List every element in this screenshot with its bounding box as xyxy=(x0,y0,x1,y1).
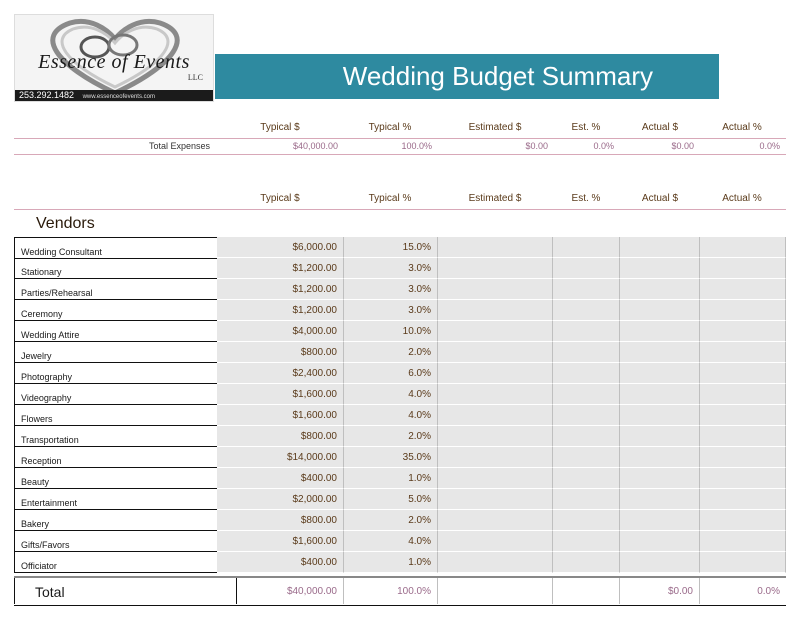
vendor-actual-pct-cell[interactable] xyxy=(700,531,786,552)
vendor-name-cell[interactable]: Officiator xyxy=(14,552,223,573)
vendor-name-cell[interactable]: Wedding Attire xyxy=(14,321,223,342)
vendor-name-cell[interactable]: Entertainment xyxy=(14,489,223,510)
vendor-name-cell[interactable]: Videography xyxy=(14,384,223,405)
vendor-actual-dollar-cell[interactable] xyxy=(620,237,700,258)
vendor-typical-dollar-cell[interactable]: $2,000.00 xyxy=(217,489,344,510)
vendor-typical-pct-cell[interactable]: 3.0% xyxy=(344,258,438,279)
vendor-typical-pct-cell[interactable]: 15.0% xyxy=(344,237,438,258)
vendor-name-cell[interactable]: Reception xyxy=(14,447,223,468)
vendor-name-cell[interactable]: Flowers xyxy=(14,405,223,426)
vendor-typical-dollar-cell[interactable]: $1,600.00 xyxy=(217,405,344,426)
vendor-actual-dollar-cell[interactable] xyxy=(620,363,700,384)
vendor-actual-pct-cell[interactable] xyxy=(700,489,786,510)
summary-typical-dollar: $40,000.00 xyxy=(292,141,338,151)
vendor-est-pct-cell[interactable] xyxy=(553,489,620,510)
vendor-actual-pct-cell[interactable] xyxy=(700,342,786,363)
vendor-typical-pct-cell[interactable]: 2.0% xyxy=(344,342,438,363)
vendor-est-pct-cell[interactable] xyxy=(553,468,620,489)
vendor-actual-dollar-cell[interactable] xyxy=(620,300,700,321)
total-actual-dollar[interactable]: $0.00 xyxy=(620,578,700,604)
vendor-typical-dollar-cell[interactable]: $400.00 xyxy=(217,468,344,489)
vendor-typical-pct-cell[interactable]: 6.0% xyxy=(344,363,438,384)
vendor-actual-pct-cell[interactable] xyxy=(700,237,786,258)
vendor-name-cell[interactable]: Stationary xyxy=(14,258,223,279)
vendor-est-pct-cell[interactable] xyxy=(553,363,620,384)
vendor-typical-dollar-cell[interactable]: $1,200.00 xyxy=(217,258,344,279)
vendor-estimated-dollar-cell[interactable] xyxy=(438,363,553,384)
table-row xyxy=(14,447,786,468)
summary-column-headers xyxy=(0,122,800,136)
total-expenses-label: Total Expenses xyxy=(148,141,210,151)
vendor-actual-pct-cell[interactable] xyxy=(700,279,786,300)
vendor-actual-dollar-cell[interactable] xyxy=(620,447,700,468)
vendor-col-header-est-pct: Est. % xyxy=(571,193,601,204)
vendor-actual-dollar-cell[interactable] xyxy=(620,531,700,552)
vendor-typical-pct-cell[interactable]: 1.0% xyxy=(344,552,438,573)
summary-estimated-dollar: $0.00 xyxy=(525,141,548,151)
vendor-actual-pct-cell[interactable] xyxy=(700,405,786,426)
vendor-est-pct-cell[interactable] xyxy=(553,405,620,426)
vendor-column-headers xyxy=(0,193,800,209)
vendor-actual-pct-cell[interactable] xyxy=(700,510,786,531)
total-row xyxy=(14,576,786,606)
vendor-typical-dollar-cell[interactable]: $800.00 xyxy=(217,342,344,363)
vendor-col-header-estimated-dollar: Estimated $ xyxy=(468,193,522,204)
col-header-est-pct: Est. % xyxy=(571,122,601,133)
vendor-actual-dollar-cell[interactable] xyxy=(620,279,700,300)
table-row xyxy=(14,510,786,531)
company-logo xyxy=(14,14,214,102)
summary-actual-pct: 0.0% xyxy=(759,141,780,151)
vendor-actual-dollar-cell[interactable] xyxy=(620,384,700,405)
vendor-est-pct-cell[interactable] xyxy=(553,510,620,531)
vendor-estimated-dollar-cell[interactable] xyxy=(438,426,553,447)
table-row xyxy=(14,384,786,405)
vendor-typical-pct-cell[interactable]: 2.0% xyxy=(344,426,438,447)
table-row xyxy=(14,468,786,489)
vendor-estimated-dollar-cell[interactable] xyxy=(438,468,553,489)
vendor-col-header-actual-pct: Actual % xyxy=(722,193,762,204)
vendor-estimated-dollar-cell[interactable] xyxy=(438,384,553,405)
vendor-typical-dollar-cell[interactable]: $1,600.00 xyxy=(217,384,344,405)
logo-company-name: Essence of Events xyxy=(38,51,190,73)
table-row xyxy=(14,258,786,279)
total-typical-pct[interactable]: 100.0% xyxy=(344,578,438,604)
vendor-typical-pct-cell[interactable]: 3.0% xyxy=(344,300,438,321)
vendor-name-cell[interactable]: Beauty xyxy=(14,468,223,489)
logo-website: www.essenceofevents.com xyxy=(82,94,155,100)
table-row xyxy=(14,363,786,384)
vendor-typical-pct-cell[interactable]: 1.0% xyxy=(344,468,438,489)
vendor-est-pct-cell[interactable] xyxy=(553,237,620,258)
summary-actual-dollar: $0.00 xyxy=(671,141,694,151)
vendor-actual-pct-cell[interactable] xyxy=(700,426,786,447)
total-label: Total xyxy=(14,578,237,604)
vendor-est-pct-cell[interactable] xyxy=(553,279,620,300)
vendor-typical-dollar-cell[interactable]: $2,400.00 xyxy=(217,363,344,384)
vendor-name-cell[interactable]: Jewelry xyxy=(14,342,223,363)
total-estimated-dollar[interactable] xyxy=(438,578,553,604)
vendor-typical-dollar-cell[interactable]: $1,600.00 xyxy=(217,531,344,552)
vendor-name-cell[interactable]: Transportation xyxy=(14,426,223,447)
vendor-actual-dollar-cell[interactable] xyxy=(620,510,700,531)
total-typical-dollar[interactable]: $40,000.00 xyxy=(217,578,344,604)
vendor-actual-dollar-cell[interactable] xyxy=(620,342,700,363)
col-header-actual-pct: Actual % xyxy=(722,122,762,133)
vendor-estimated-dollar-cell[interactable] xyxy=(438,510,553,531)
vendor-typical-dollar-cell[interactable]: $400.00 xyxy=(217,552,344,573)
vendor-typical-pct-cell[interactable]: 4.0% xyxy=(344,405,438,426)
logo-phone: 253.292.1482 xyxy=(19,90,75,100)
vendor-col-header-actual-dollar: Actual $ xyxy=(641,193,679,204)
vendor-typical-dollar-cell[interactable]: $1,200.00 xyxy=(217,279,344,300)
vendor-typical-dollar-cell[interactable]: $6,000.00 xyxy=(217,237,344,258)
vendor-actual-pct-cell[interactable] xyxy=(700,363,786,384)
vendor-est-pct-cell[interactable] xyxy=(553,300,620,321)
header-divider xyxy=(14,209,786,210)
table-row xyxy=(14,489,786,510)
table-row xyxy=(14,552,786,573)
vendor-typical-pct-cell[interactable]: 2.0% xyxy=(344,510,438,531)
vendor-typical-dollar-cell[interactable]: $4,000.00 xyxy=(217,321,344,342)
vendor-est-pct-cell[interactable] xyxy=(553,258,620,279)
table-row xyxy=(14,426,786,447)
vendor-actual-dollar-cell[interactable] xyxy=(620,489,700,510)
vendor-est-pct-cell[interactable] xyxy=(553,552,620,573)
col-header-actual-dollar: Actual $ xyxy=(641,122,679,133)
vendor-actual-dollar-cell[interactable] xyxy=(620,426,700,447)
vendor-estimated-dollar-cell[interactable] xyxy=(438,552,553,573)
vendor-actual-pct-cell[interactable] xyxy=(700,258,786,279)
vendor-typical-dollar-cell[interactable]: $14,000.00 xyxy=(217,447,344,468)
vendor-actual-pct-cell[interactable] xyxy=(700,321,786,342)
summary-est-pct: 0.0% xyxy=(593,141,614,151)
vendor-actual-pct-cell[interactable] xyxy=(700,384,786,405)
vendor-actual-dollar-cell[interactable] xyxy=(620,468,700,489)
vendor-name-cell[interactable]: Wedding Consultant xyxy=(14,237,223,259)
col-header-estimated-dollar: Estimated $ xyxy=(468,122,522,133)
vendor-typical-pct-cell[interactable]: 5.0% xyxy=(344,489,438,510)
vendor-est-pct-cell[interactable] xyxy=(553,447,620,468)
logo-contact-strip xyxy=(15,90,213,101)
table-row xyxy=(14,300,786,321)
vendor-estimated-dollar-cell[interactable] xyxy=(438,531,553,552)
vendor-est-pct-cell[interactable] xyxy=(553,321,620,342)
vendor-col-header-typical-dollar: Typical $ xyxy=(260,193,300,204)
total-actual-pct[interactable]: 0.0% xyxy=(757,586,780,597)
vendor-estimated-dollar-cell[interactable] xyxy=(438,321,553,342)
vendor-actual-dollar-cell[interactable] xyxy=(620,321,700,342)
vendor-name-cell[interactable]: Photography xyxy=(14,363,223,384)
vendor-estimated-dollar-cell[interactable] xyxy=(438,489,553,510)
vendor-estimated-dollar-cell[interactable] xyxy=(438,258,553,279)
vendor-typical-dollar-cell[interactable]: $1,200.00 xyxy=(217,300,344,321)
vendor-actual-pct-cell[interactable] xyxy=(700,468,786,489)
vendor-estimated-dollar-cell[interactable] xyxy=(438,279,553,300)
vendor-est-pct-cell[interactable] xyxy=(553,342,620,363)
vendor-actual-dollar-cell[interactable] xyxy=(620,405,700,426)
total-expenses-row xyxy=(14,138,786,155)
vendor-actual-dollar-cell[interactable] xyxy=(620,258,700,279)
vendor-name-cell[interactable]: Ceremony xyxy=(14,300,223,321)
vendor-typical-pct-cell[interactable]: 35.0% xyxy=(344,447,438,468)
vendor-actual-dollar-cell[interactable] xyxy=(620,552,700,573)
col-header-typical-pct: Typical % xyxy=(368,122,412,133)
vendor-typical-pct-cell[interactable]: 4.0% xyxy=(344,531,438,552)
col-header-typical-dollar: Typical $ xyxy=(260,122,300,133)
vendor-name-cell[interactable]: Bakery xyxy=(14,510,223,531)
vendor-col-header-typical-pct: Typical % xyxy=(368,193,412,204)
vendor-est-pct-cell[interactable] xyxy=(553,426,620,447)
table-row xyxy=(14,237,786,258)
table-row xyxy=(14,531,786,552)
vendor-est-pct-cell[interactable] xyxy=(553,384,620,405)
vendor-typical-pct-cell[interactable]: 10.0% xyxy=(344,321,438,342)
vendor-name-cell[interactable]: Parties/Rehearsal xyxy=(14,279,223,300)
table-row xyxy=(14,321,786,342)
vendor-typical-pct-cell[interactable]: 3.0% xyxy=(344,279,438,300)
vendor-name-cell[interactable]: Gifts/Favors xyxy=(14,531,223,552)
vendor-typical-dollar-cell[interactable]: $800.00 xyxy=(217,510,344,531)
vendor-estimated-dollar-cell[interactable] xyxy=(438,405,553,426)
total-est-pct[interactable] xyxy=(553,578,620,604)
vendor-estimated-dollar-cell[interactable] xyxy=(438,342,553,363)
logo-llc: LLC xyxy=(187,73,203,82)
table-row xyxy=(14,405,786,426)
vendor-est-pct-cell[interactable] xyxy=(553,531,620,552)
vendor-estimated-dollar-cell[interactable] xyxy=(438,447,553,468)
page-title: Wedding Budget Summary xyxy=(215,54,719,99)
vendor-actual-pct-cell[interactable] xyxy=(700,300,786,321)
vendor-estimated-dollar-cell[interactable] xyxy=(438,300,553,321)
table-row xyxy=(14,342,786,363)
section-title-vendors: Vendors xyxy=(36,215,95,232)
vendor-estimated-dollar-cell[interactable] xyxy=(438,237,553,258)
summary-typical-pct: 100.0% xyxy=(401,141,432,151)
vendor-actual-pct-cell[interactable] xyxy=(700,552,786,573)
table-row xyxy=(14,279,786,300)
vendor-typical-dollar-cell[interactable]: $800.00 xyxy=(217,426,344,447)
vendor-typical-pct-cell[interactable]: 4.0% xyxy=(344,384,438,405)
vendor-actual-pct-cell[interactable] xyxy=(700,447,786,468)
